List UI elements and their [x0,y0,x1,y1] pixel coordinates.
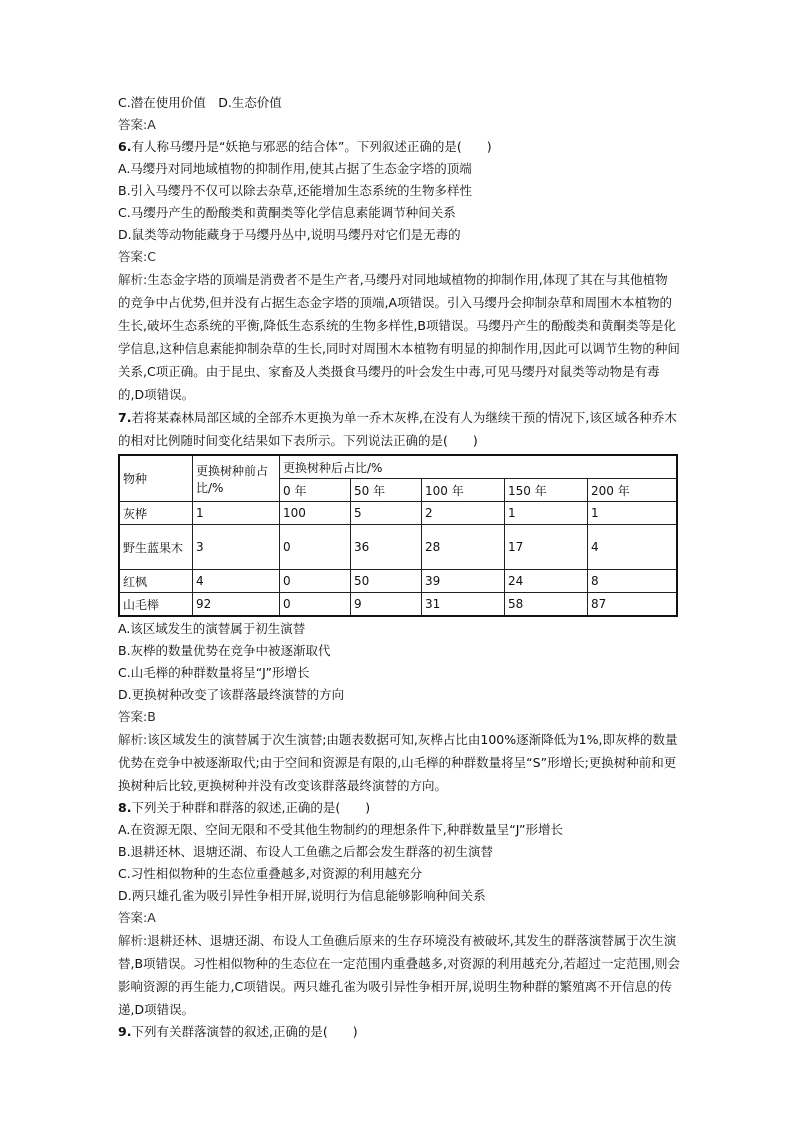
header-year: 100 年 [422,479,505,502]
cell-after: 0 [280,593,351,617]
table-row [119,502,677,525]
cell-before: 4 [193,570,280,593]
table-row [119,593,677,617]
header-year: 150 年 [505,479,588,502]
q6-stem [118,136,680,158]
header-species: 物种 [119,455,193,502]
q8-analysis-text: 退耕还林、退塘还湖、布设人工鱼礁后原来的生存环境没有被破坏,其发生的群落演替属于次生演替,B项错误。习性相似物种的生态位在一定范围内重叠越多,对资源的利用越充分,若超过一定范围,则会影响资源的再生能力,C项错误。两只雄孔雀为吸引异性争相开屏,说明生物种群的繁殖离不开信息的传递,D项错误。 [118,933,680,1017]
q9-stem [118,1021,680,1043]
q8-stem [118,797,680,819]
cell-after: 2 [422,502,505,525]
header-year: 0 年 [280,479,351,502]
cell-after: 39 [422,570,505,593]
cell-after: 100 [280,502,351,525]
q8-option-c: C.习性相似物种的生态位重叠越多,对资源的利用越充分 [118,866,423,881]
cell-after: 24 [505,570,588,593]
species-name: 山毛榉 [119,593,193,617]
header-year: 50 年 [351,479,422,502]
cell-after: 8 [588,570,678,593]
cell-after: 28 [422,525,505,570]
q7-answer: 答案:B [118,709,156,724]
species-name: 灰桦 [119,502,193,525]
cell-after: 36 [351,525,422,570]
q6-option-d: D.鼠类等动物能藏身于马缨丹丛中,说明马缨丹对它们是无毒的 [118,227,461,242]
q9-stem-text: 下列有关群落演替的叙述,正确的是( ) [131,1024,358,1039]
q6-option-c: C.马缨丹产生的酚酸类和黄酮类等化学信息素能调节种间关系 [118,205,456,220]
q7-option-c: C.山毛榉的种群数量将呈“J”形增长 [118,665,310,680]
cell-after: 58 [505,593,588,617]
q7-stem [118,406,680,452]
q8-option-b: B.退耕还林、退塘还湖、布设人工鱼礁之后都会发生群落的初生演替 [118,844,494,859]
cell-before: 1 [193,502,280,525]
q6-option-a: A.马缨丹对同地域植物的抑制作用,使其占据了生态金字塔的顶端 [118,161,472,176]
cell-after: 0 [280,570,351,593]
cell-after: 50 [351,570,422,593]
q6-analysis-label: 解析: [118,272,148,287]
q7-analysis [118,728,680,797]
q6-answer: 答案:C [118,249,156,264]
table-row [119,570,677,593]
q8-option-d: D.两只雄孔雀为吸引异性争相开屏,说明行为信息能够影响种间关系 [118,888,486,903]
cell-after: 1 [505,502,588,525]
cell-before: 3 [193,525,280,570]
header-before: 更换树种前占比/% [193,455,280,502]
species-name: 红枫 [119,570,193,593]
cell-after: 0 [280,525,351,570]
q7-option-a: A.该区域发生的演替属于初生演替 [118,621,306,636]
q8-stem-text: 下列关于种群和群落的叙述,正确的是( ) [131,800,371,815]
q6-number: 6. [118,139,132,154]
q5-options-cd: C.潜在使用价值 D.生态价值 [118,95,282,110]
cell-after: 1 [588,502,678,525]
cell-after: 5 [351,502,422,525]
q8-option-a: A.在资源无限、空间无限和不受其他生物制约的理想条件下,种群数量呈“J”形增长 [118,822,564,837]
cell-before: 92 [193,593,280,617]
q6-stem-text: 有人称马缨丹是“妖艳与邪恶的结合体”。下列叙述正确的是( ) [131,139,492,154]
q9-number: 9. [118,1024,132,1039]
q8-analysis [118,929,680,1021]
cell-after: 31 [422,593,505,617]
q6-option-b: B.引入马缨丹不仅可以除去杂草,还能增加生态系统的生物多样性 [118,183,473,198]
q8-number: 8. [118,800,132,815]
q7-option-d: D.更换树种改变了该群落最终演替的方向 [118,687,345,702]
q7-stem-text: 若将某森林局部区域的全部乔木更换为单一乔木灰桦,在没有人为继续干预的情况下,该区域各种乔木的相对比例随时间变化结果如下表所示。下列说法正确的是( ) [118,410,677,448]
q8-answer: 答案:A [118,910,156,925]
q7-analysis-text: 该区域发生的演替属于次生演替;由题表数据可知,灰桦占比由100%逐渐降低为1%,即灰桦的数量优势在竞争中被逐渐取代;由于空间和资源是有限的,山毛榉的种群数量将呈“S”形增长;更换树种前和更换树种后比较,更换树种并没有改变该群落最终演替的方向。 [118,732,678,793]
cell-after: 4 [588,525,678,570]
q8-analysis-label: 解析: [118,933,148,948]
document-page [118,92,680,1043]
q7-option-b: B.灰桦的数量优势在竞争中被逐渐取代 [118,643,331,658]
cell-after: 17 [505,525,588,570]
cell-after: 87 [588,593,678,617]
q5-answer: 答案:A [118,117,156,132]
table-header-row [119,455,677,479]
q6-analysis [118,268,680,406]
header-year: 200 年 [588,479,678,502]
succession-table [118,454,678,617]
table-row [119,525,677,570]
q7-analysis-label: 解析: [118,732,148,747]
cell-after: 9 [351,593,422,617]
q7-number: 7. [118,410,132,425]
species-name: 野生蓝果木 [119,525,193,570]
q6-analysis-text: 生态金字塔的顶端是消费者不是生产者,马缨丹对同地域植物的抑制作用,体现了其在与其他植物的竞争中占优势,但并没有占据生态金字塔的顶端,A项错误。引入马缨丹会抑制杂草和周围木本植物的生长,破坏生态系统的平衡,降低生态系统的生物多样性,B项错误。马缨丹产生的酚酸类和黄酮类等是化学信息,这种信息素能抑制杂草的生长,同时对周围木本植物有明显的抑制作用,因此可以调节生物的种间关系,C项正确。由于昆虫、家畜及人类摄食马缨丹的叶会发生中毒,可见马缨丹对鼠类等动物是有毒的,D项错误。 [118,272,680,402]
header-after: 更换树种后占比/% [280,455,678,479]
